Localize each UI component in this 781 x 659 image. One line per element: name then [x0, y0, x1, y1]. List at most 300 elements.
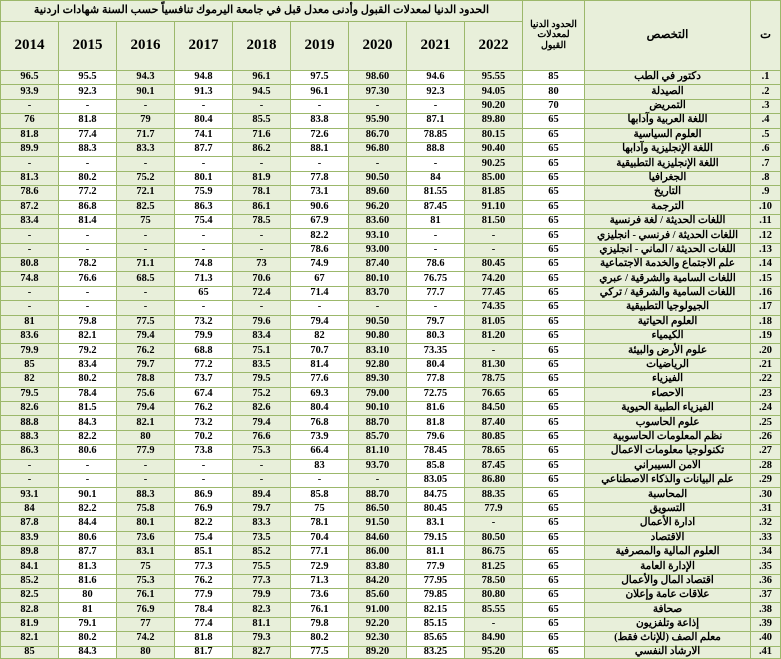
table-row — [0, 114, 780, 128]
rate-cell-2020: 92.30 — [349, 632, 407, 646]
rate-cell-2020: 84.20 — [349, 574, 407, 588]
rate-cell-2015: 84.4 — [59, 517, 117, 531]
rate-cell-2019: 71.3 — [291, 574, 349, 588]
column-header-year-2014: 2014 — [0, 22, 58, 71]
column-header-index: ت — [751, 1, 781, 71]
rate-cell-2019: 82 — [291, 330, 349, 344]
specialization-name: الرياضيات — [585, 358, 751, 372]
min-admission-threshold: 80 — [523, 85, 585, 99]
rate-cell-2018: 83.5 — [233, 358, 291, 372]
min-admission-threshold: 65 — [523, 502, 585, 516]
rate-cell-2016: - — [117, 459, 175, 473]
row-index: .39 — [751, 617, 781, 631]
rate-cell-2018: - — [233, 301, 291, 315]
rate-cell-2015: 81.6 — [59, 574, 117, 588]
specialization-name: الجيولوجيا التطبيقية — [585, 301, 751, 315]
rate-cell-2022: 74.20 — [465, 272, 523, 286]
rate-cell-2022: 81.20 — [465, 330, 523, 344]
rate-cell-2016: 79 — [117, 114, 175, 128]
table-row — [0, 157, 780, 171]
column-header-year-2022: 2022 — [465, 22, 523, 71]
rate-cell-2014: 76 — [0, 114, 58, 128]
rate-cell-2020: 96.20 — [349, 200, 407, 214]
rate-cell-2018: - — [233, 459, 291, 473]
rate-cell-2021: 81.6 — [407, 401, 465, 415]
rate-cell-2019: 76.1 — [291, 603, 349, 617]
table-row — [0, 301, 780, 315]
rate-cell-2020: 89.20 — [349, 646, 407, 658]
rate-cell-2018: 82.7 — [233, 646, 291, 658]
rate-cell-2020: 89.30 — [349, 373, 407, 387]
table-row — [0, 243, 780, 257]
specialization-name: الامن السيبراني — [585, 459, 751, 473]
rate-cell-2017: 74.8 — [175, 258, 233, 272]
rate-cell-2015: 80.2 — [59, 632, 117, 646]
rate-cell-2020: 80.10 — [349, 272, 407, 286]
rate-cell-2017: 78.4 — [175, 603, 233, 617]
rate-cell-2022: 84.50 — [465, 401, 523, 415]
rate-cell-2016: 74.2 — [117, 632, 175, 646]
rate-cell-2020: - — [349, 473, 407, 487]
row-index: .12 — [751, 229, 781, 243]
min-admission-threshold: 65 — [523, 200, 585, 214]
min-admission-threshold: 65 — [523, 473, 585, 487]
row-index: .22 — [751, 373, 781, 387]
rate-cell-2016: 79.4 — [117, 401, 175, 415]
rate-cell-2022: 80.15 — [465, 128, 523, 142]
rate-cell-2016: 73.6 — [117, 531, 175, 545]
rate-cell-2015: - — [59, 301, 117, 315]
rate-cell-2021: 83.25 — [407, 646, 465, 658]
rate-cell-2021: 79.85 — [407, 589, 465, 603]
rate-cell-2019: 69.3 — [291, 387, 349, 401]
rate-cell-2019: - — [291, 301, 349, 315]
row-index: .31 — [751, 502, 781, 516]
min-admission-threshold: 65 — [523, 445, 585, 459]
specialization-name: اللغة الإنجليزية التطبيقية — [585, 157, 751, 171]
specialization-name: علوم الحاسوب — [585, 416, 751, 430]
rate-cell-2021: 77.9 — [407, 560, 465, 574]
rate-cell-2018: 75.5 — [233, 560, 291, 574]
rate-cell-2021: 80.3 — [407, 330, 465, 344]
rate-cell-2017: 73.7 — [175, 373, 233, 387]
rate-cell-2018: 82.6 — [233, 401, 291, 415]
rate-cell-2016: 77.5 — [117, 315, 175, 329]
rate-cell-2015: 81.8 — [59, 114, 117, 128]
rate-cell-2020: 90.50 — [349, 315, 407, 329]
specialization-name: اللغات الحديثة / لغة فرنسية — [585, 214, 751, 228]
rate-cell-2015: - — [59, 243, 117, 257]
rate-cell-2019: 72.9 — [291, 560, 349, 574]
rate-cell-2016: 90.1 — [117, 85, 175, 99]
rate-cell-2016: 75.2 — [117, 171, 175, 185]
rate-cell-2016: 80 — [117, 430, 175, 444]
min-admission-threshold: 65 — [523, 330, 585, 344]
rate-cell-2021: - — [407, 243, 465, 257]
rate-cell-2017: 73.2 — [175, 315, 233, 329]
rate-cell-2019: 97.5 — [291, 71, 349, 85]
rate-cell-2018: - — [233, 473, 291, 487]
rate-cell-2020: 93.70 — [349, 459, 407, 473]
rate-cell-2021: 81.55 — [407, 186, 465, 200]
table-row — [0, 358, 780, 372]
rate-cell-2016: 79.4 — [117, 330, 175, 344]
row-index: .25 — [751, 416, 781, 430]
rate-cell-2020: 96.80 — [349, 142, 407, 156]
rate-cell-2018: 86.2 — [233, 142, 291, 156]
rate-cell-2014: 84 — [0, 502, 58, 516]
rate-cell-2019: 66.4 — [291, 445, 349, 459]
rate-cell-2016: 77.9 — [117, 445, 175, 459]
table-row — [0, 99, 780, 113]
rate-cell-2017: - — [175, 301, 233, 315]
table-row — [0, 171, 780, 185]
rate-cell-2022: 80.50 — [465, 531, 523, 545]
row-index: .10 — [751, 200, 781, 214]
rate-cell-2019: 79.8 — [291, 617, 349, 631]
table-row — [0, 430, 780, 444]
rate-cell-2014: 89.9 — [0, 142, 58, 156]
rate-cell-2021: 72.75 — [407, 387, 465, 401]
column-header-min-threshold: الحدود الدنيا لمعدلات القبول — [523, 1, 585, 71]
rate-cell-2018: 83.3 — [233, 517, 291, 531]
table-row — [0, 517, 780, 531]
rate-cell-2020: 83.10 — [349, 344, 407, 358]
min-admission-threshold: 85 — [523, 71, 585, 85]
min-admission-threshold: 65 — [523, 459, 585, 473]
rate-cell-2015: 83.4 — [59, 358, 117, 372]
rate-cell-2020: 90.50 — [349, 171, 407, 185]
specialization-name: التمريض — [585, 99, 751, 113]
rate-cell-2015: 87.7 — [59, 545, 117, 559]
rate-cell-2015: - — [59, 286, 117, 300]
table-row — [0, 488, 780, 502]
rate-cell-2014: 93.1 — [0, 488, 58, 502]
rate-cell-2016: 76.9 — [117, 603, 175, 617]
rate-cell-2016: 82.5 — [117, 200, 175, 214]
specialization-name: تكنولوجيا معلومات الاعمال — [585, 445, 751, 459]
rate-cell-2020: 91.00 — [349, 603, 407, 617]
rate-cell-2021: 77.95 — [407, 574, 465, 588]
rate-cell-2017: 71.3 — [175, 272, 233, 286]
specialization-name: إذاعة وتلفزيون — [585, 617, 751, 631]
rate-cell-2019: 88.1 — [291, 142, 349, 156]
rate-cell-2022: 87.40 — [465, 416, 523, 430]
rate-cell-2015: - — [59, 157, 117, 171]
rate-cell-2016: - — [117, 99, 175, 113]
rate-cell-2019: 85.8 — [291, 488, 349, 502]
table-row — [0, 200, 780, 214]
min-admission-threshold: 65 — [523, 545, 585, 559]
rate-cell-2015: 79.2 — [59, 344, 117, 358]
rate-cell-2016: 76.2 — [117, 344, 175, 358]
specialization-name: التسويق — [585, 502, 751, 516]
table-row — [0, 445, 780, 459]
rate-cell-2021: 81 — [407, 214, 465, 228]
rate-cell-2016: - — [117, 157, 175, 171]
rate-cell-2015: 76.6 — [59, 272, 117, 286]
rate-cell-2016: 83.3 — [117, 142, 175, 156]
row-index: .6 — [751, 142, 781, 156]
rate-cell-2018: 79.5 — [233, 373, 291, 387]
rate-cell-2014: 82 — [0, 373, 58, 387]
rate-cell-2018: - — [233, 99, 291, 113]
min-admission-threshold: 65 — [523, 430, 585, 444]
rate-cell-2020: 81.10 — [349, 445, 407, 459]
rate-cell-2020: - — [349, 99, 407, 113]
rate-cell-2021: - — [407, 229, 465, 243]
rate-cell-2022: 81.30 — [465, 358, 523, 372]
min-admission-threshold: 65 — [523, 272, 585, 286]
rate-cell-2014: 86.3 — [0, 445, 58, 459]
rate-cell-2020: 90.10 — [349, 401, 407, 415]
min-admission-threshold: 65 — [523, 229, 585, 243]
rate-cell-2022: 84.90 — [465, 632, 523, 646]
row-index: .9 — [751, 186, 781, 200]
rate-cell-2021: 87.1 — [407, 114, 465, 128]
min-admission-threshold: 65 — [523, 560, 585, 574]
row-index: .3 — [751, 99, 781, 113]
rate-cell-2021: - — [407, 157, 465, 171]
rate-cell-2021: 77.8 — [407, 373, 465, 387]
row-index: .7 — [751, 157, 781, 171]
table-row — [0, 258, 780, 272]
column-header-year-2016: 2016 — [117, 22, 175, 71]
rate-cell-2021: 82.15 — [407, 603, 465, 617]
table-row — [0, 373, 780, 387]
rate-cell-2020: 83.60 — [349, 214, 407, 228]
rate-cell-2020: 98.60 — [349, 71, 407, 85]
rate-cell-2021: 85.8 — [407, 459, 465, 473]
table-row — [0, 632, 780, 646]
specialization-name: علم البيانات والذكاء الاصطناعي — [585, 473, 751, 487]
table-row — [0, 286, 780, 300]
rate-cell-2020: 92.20 — [349, 617, 407, 631]
rate-cell-2021: 85.65 — [407, 632, 465, 646]
rate-cell-2014: 81 — [0, 315, 58, 329]
row-index: .15 — [751, 272, 781, 286]
table-row — [0, 387, 780, 401]
rate-cell-2021: 79.15 — [407, 531, 465, 545]
rate-cell-2017: - — [175, 99, 233, 113]
rate-cell-2017: 75.4 — [175, 531, 233, 545]
rate-cell-2015: - — [59, 473, 117, 487]
column-header-year-2020: 2020 — [349, 22, 407, 71]
rate-cell-2019: 90.6 — [291, 200, 349, 214]
rate-cell-2018: 79.9 — [233, 589, 291, 603]
rate-cell-2018: 76.6 — [233, 430, 291, 444]
specialization-name: الإدارة العامة — [585, 560, 751, 574]
rate-cell-2017: 73.8 — [175, 445, 233, 459]
rate-cell-2018: 75.1 — [233, 344, 291, 358]
rate-cell-2014: 87.2 — [0, 200, 58, 214]
rate-cell-2017: 76.2 — [175, 574, 233, 588]
rate-cell-2017: - — [175, 229, 233, 243]
rate-cell-2018: 71.6 — [233, 128, 291, 142]
rate-cell-2015: 81.5 — [59, 401, 117, 415]
min-admission-threshold: 65 — [523, 358, 585, 372]
row-index: .20 — [751, 344, 781, 358]
rate-cell-2015: 81 — [59, 603, 117, 617]
rate-cell-2020: 83.80 — [349, 560, 407, 574]
rate-cell-2014: 85 — [0, 646, 58, 658]
rate-cell-2022: 89.80 — [465, 114, 523, 128]
rate-cell-2020: 92.80 — [349, 358, 407, 372]
rate-cell-2017: - — [175, 473, 233, 487]
rate-cell-2018: 86.1 — [233, 200, 291, 214]
rate-cell-2022: 81.25 — [465, 560, 523, 574]
rate-cell-2014: 82.5 — [0, 589, 58, 603]
page-title: الحدود الدنيا لمعدلات القبول وأدنى معدل قبل في جامعة اليرموك تنافسياً حسب السنة شهادات اردنية — [0, 1, 522, 22]
min-admission-threshold: 65 — [523, 603, 585, 617]
rate-cell-2014: 84.1 — [0, 560, 58, 574]
rate-cell-2021: - — [407, 301, 465, 315]
rate-cell-2015: 84.3 — [59, 646, 117, 658]
rate-cell-2022: 90.25 — [465, 157, 523, 171]
rate-cell-2021: 84.75 — [407, 488, 465, 502]
rate-cell-2016: 75 — [117, 560, 175, 574]
specialization-name: اقتصاد المال والأعمال — [585, 574, 751, 588]
rate-cell-2014: 82.8 — [0, 603, 58, 617]
min-admission-threshold: 65 — [523, 632, 585, 646]
rate-cell-2014: - — [0, 459, 58, 473]
row-index: .18 — [751, 315, 781, 329]
rate-cell-2020: 93.10 — [349, 229, 407, 243]
rate-cell-2022: 80.85 — [465, 430, 523, 444]
rate-cell-2015: 77.2 — [59, 186, 117, 200]
rate-cell-2022: 81.85 — [465, 186, 523, 200]
rate-cell-2022: 80.80 — [465, 589, 523, 603]
rate-cell-2021: 77.7 — [407, 286, 465, 300]
specialization-name: المحاسبة — [585, 488, 751, 502]
rate-cell-2017: 76.9 — [175, 502, 233, 516]
rate-cell-2022: 77.45 — [465, 286, 523, 300]
rate-cell-2017: 79.9 — [175, 330, 233, 344]
rate-cell-2015: 84.3 — [59, 416, 117, 430]
rate-cell-2016: - — [117, 229, 175, 243]
rate-cell-2020: - — [349, 301, 407, 315]
row-index: .17 — [751, 301, 781, 315]
rate-cell-2016: 75 — [117, 214, 175, 228]
table-row — [0, 459, 780, 473]
rate-cell-2016: 71.7 — [117, 128, 175, 142]
rate-cell-2016: 82.1 — [117, 416, 175, 430]
specialization-name: اللغات الحديثة / الماني - انجليزي — [585, 243, 751, 257]
rate-cell-2014: 82.1 — [0, 632, 58, 646]
rate-cell-2019: 67 — [291, 272, 349, 286]
rate-cell-2022: 80.45 — [465, 258, 523, 272]
rate-cell-2014: 83.4 — [0, 214, 58, 228]
rate-cell-2019: 73.9 — [291, 430, 349, 444]
rate-cell-2014: 89.8 — [0, 545, 58, 559]
rate-cell-2021: - — [407, 99, 465, 113]
specialization-name: علم الاجتماع والخدمة الاجتماعية — [585, 258, 751, 272]
rate-cell-2014: 81.9 — [0, 617, 58, 631]
rate-cell-2022: 95.55 — [465, 71, 523, 85]
rate-cell-2014: 88.8 — [0, 416, 58, 430]
rate-cell-2014: 96.5 — [0, 71, 58, 85]
rate-cell-2020: 87.40 — [349, 258, 407, 272]
row-index: .26 — [751, 430, 781, 444]
rate-cell-2021: 83.1 — [407, 517, 465, 531]
rate-cell-2015: 90.1 — [59, 488, 117, 502]
table-row — [0, 574, 780, 588]
rate-cell-2014: 79.5 — [0, 387, 58, 401]
specialization-name: الارشاد النفسي — [585, 646, 751, 658]
rate-cell-2017: 87.7 — [175, 142, 233, 156]
rate-cell-2020: 91.50 — [349, 517, 407, 531]
specialization-name: اللغات الحديثة / فرنسي - انجليزي — [585, 229, 751, 243]
rate-cell-2019: 74.9 — [291, 258, 349, 272]
rate-cell-2019: 71.4 — [291, 286, 349, 300]
rate-cell-2021: 81.8 — [407, 416, 465, 430]
rate-cell-2020: 90.80 — [349, 330, 407, 344]
rate-cell-2018: 81.1 — [233, 617, 291, 631]
rate-cell-2021: 83.05 — [407, 473, 465, 487]
row-index: .1 — [751, 71, 781, 85]
min-admission-threshold: 65 — [523, 214, 585, 228]
specialization-name: العلوم الحياتية — [585, 315, 751, 329]
row-index: .29 — [751, 473, 781, 487]
rate-cell-2016: 88.3 — [117, 488, 175, 502]
rate-cell-2015: 77.4 — [59, 128, 117, 142]
rate-cell-2022: 77.9 — [465, 502, 523, 516]
rate-cell-2019: 82.2 — [291, 229, 349, 243]
rate-cell-2017: 77.2 — [175, 358, 233, 372]
rate-cell-2016: 79.7 — [117, 358, 175, 372]
rate-cell-2018: 70.6 — [233, 272, 291, 286]
table-row — [0, 545, 780, 559]
row-index: .33 — [751, 531, 781, 545]
rate-cell-2021: 78.85 — [407, 128, 465, 142]
rate-cell-2017: - — [175, 157, 233, 171]
rate-cell-2019: - — [291, 99, 349, 113]
row-index: .34 — [751, 545, 781, 559]
rate-cell-2017: 65 — [175, 286, 233, 300]
rate-cell-2017: 73.2 — [175, 416, 233, 430]
min-admission-threshold: 65 — [523, 574, 585, 588]
rate-cell-2015: - — [59, 459, 117, 473]
rate-cell-2021: 76.75 — [407, 272, 465, 286]
rate-cell-2021: 73.35 — [407, 344, 465, 358]
column-header-year-2015: 2015 — [59, 22, 117, 71]
rate-cell-2015: 79.8 — [59, 315, 117, 329]
specialization-name: التاريخ — [585, 186, 751, 200]
table-sheet — [1, 0, 781, 657]
rate-cell-2015: 81.4 — [59, 214, 117, 228]
table-row — [0, 71, 780, 85]
rate-cell-2016: - — [117, 286, 175, 300]
rate-cell-2022: 87.45 — [465, 459, 523, 473]
rate-cell-2022: 95.20 — [465, 646, 523, 658]
rate-cell-2016: - — [117, 301, 175, 315]
rate-cell-2014: 78.6 — [0, 186, 58, 200]
row-index: .27 — [751, 445, 781, 459]
rate-cell-2017: 77.9 — [175, 589, 233, 603]
rate-cell-2018: 85.2 — [233, 545, 291, 559]
rate-cell-2018: 79.4 — [233, 416, 291, 430]
table-row — [0, 272, 780, 286]
min-admission-threshold: 65 — [523, 488, 585, 502]
row-index: .2 — [751, 85, 781, 99]
rate-cell-2014: 81.8 — [0, 128, 58, 142]
rate-cell-2017: 94.8 — [175, 71, 233, 85]
table-row — [0, 531, 780, 545]
rate-cell-2015: 80.6 — [59, 445, 117, 459]
rate-cell-2015: 88.3 — [59, 142, 117, 156]
rate-cell-2022: - — [465, 243, 523, 257]
table-header — [0, 1, 780, 71]
